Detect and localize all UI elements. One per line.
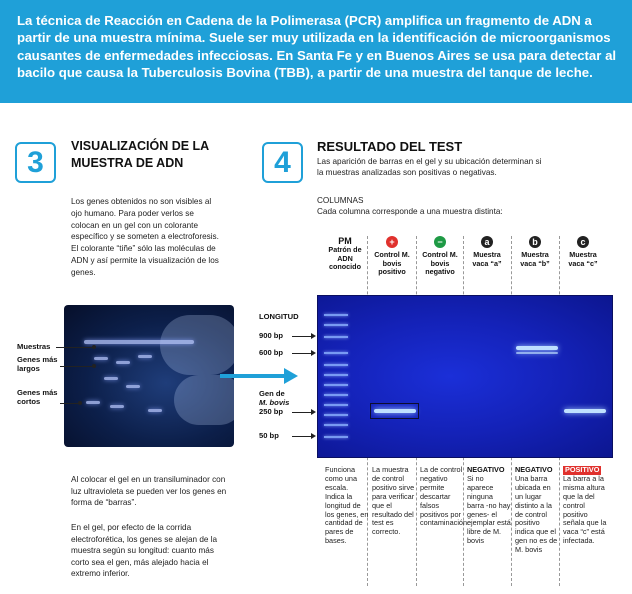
ladder-band <box>324 424 348 426</box>
ladder-band <box>324 314 348 316</box>
letter-b-icon: b <box>529 236 541 248</box>
description-text: La muestra de control positivo sirve para verificar que el resultado del test es correcto. <box>372 465 415 537</box>
tick-line <box>292 436 312 437</box>
leader-dot <box>92 364 96 368</box>
column-header-pm <box>324 236 366 272</box>
tick-line <box>292 336 312 337</box>
label-muestras: Muestras <box>17 342 51 351</box>
step-3-description: Los genes obtenidos no son visibles al ojo humano. Para poder verlos se colocan en un gel con un colorante específico y se someten a electroforesis. El colorante “tiñe” sólo las moléculas de ADN y así permite la visualización de los genes. <box>71 197 219 277</box>
column-description-control-positive <box>372 466 416 537</box>
column-header-vaca-b <box>514 236 556 268</box>
photo-band <box>94 357 108 360</box>
intro-text: La técnica de Reacción en Cadena de la Polimerasa (PCR) amplifica un fragmento de ADN a partir de una muestra mínima. Suele ser muy utilizada en la identificación de microorganismos causantes de enfermedades infecciosas. En Santa Fe y en Buenos Aires se usa para detectar al bacilo que causa la Tuberculosis Bovina (TBB), a partir de una muestra del tanque de leche. <box>17 13 617 81</box>
tick-arrow-icon <box>311 409 316 415</box>
description-text: La de control negativo permite descartar falsos positivos por contaminación. <box>420 465 470 528</box>
column-sub-label: Patrón de ADN conocido <box>328 245 362 271</box>
column-sub-label: Control M. bovis negativo <box>422 250 458 276</box>
band-vaca-c <box>564 409 606 413</box>
minus-icon: − <box>434 236 446 248</box>
result-tag-negative: NEGATIVO <box>515 465 553 474</box>
column-sub-label: Muestra vaca “c” <box>568 250 598 268</box>
label-genes-cortos: Genes más cortos <box>17 388 58 406</box>
ladder-band <box>324 352 348 354</box>
column-description-vaca-b <box>515 466 559 555</box>
electrophoresis-gel <box>317 295 613 458</box>
leader-line <box>56 347 94 348</box>
tick-arrow-icon <box>311 333 316 339</box>
column-description-control-negative <box>420 465 470 528</box>
photo-band <box>148 409 162 412</box>
leader-dot <box>92 345 96 349</box>
photo-band <box>138 355 152 358</box>
tick-line <box>292 412 312 413</box>
columns-description: Cada columna corresponde a una muestra distinta: <box>317 207 503 216</box>
gen-label-line-2: M. bovis <box>259 398 290 407</box>
step-3-number: 3 <box>15 142 56 183</box>
step-3-bottom-text-1: Al colocar el gel en un transiluminador con luz ultravioleta se pueden ver los genes en forma de “barras”. <box>71 475 227 508</box>
tick-line <box>292 353 312 354</box>
label-genes-largos: Genes más largos <box>17 355 58 373</box>
axis-title: LONGITUD <box>259 312 299 321</box>
ladder-band <box>324 364 348 366</box>
tick-label-600: 600 bp <box>259 348 284 357</box>
column-header-control-negative <box>419 236 461 277</box>
description-text: Funciona como una escala. Indica la longitud de los genes, en cantidad de pares de bases. <box>325 465 369 546</box>
column-header-vaca-a <box>466 236 508 268</box>
column-sub-label: Muestra vaca “a” <box>472 250 502 268</box>
columns-title: COLUMNAS <box>317 196 364 205</box>
column-sub-label: Muestra vaca “b” <box>520 250 550 268</box>
step-4-description: Las aparición de barras en el gel y su ubicación determinan si la muestras analizadas son positivas o negativas. <box>317 157 542 177</box>
description-text: La barra a la misma altura que la del control positivo señala que la vaca “c” está infectada. <box>563 473 607 546</box>
result-tag-negative: NEGATIVO <box>467 465 505 474</box>
gel-photo <box>64 305 234 447</box>
photo-band <box>110 405 124 408</box>
description-text: Si no aparece ninguna barra -no hay genes- el ejemplar está libre de M. bovis <box>467 473 511 546</box>
gen-label-line-1: Gen de <box>259 389 285 398</box>
leader-line <box>60 366 94 367</box>
highlight-box <box>370 403 419 419</box>
letter-a-icon: a <box>481 236 493 248</box>
photo-band <box>126 385 140 388</box>
column-description-pm <box>325 466 369 546</box>
photo-band <box>116 361 130 364</box>
column-header-control-positive <box>371 236 413 277</box>
tick-label-250: 250 bp <box>259 407 284 416</box>
glove-shape <box>160 315 234 375</box>
photo-band <box>104 377 118 380</box>
ladder-band <box>324 336 348 338</box>
step-3-bottom-text-2: En el gel, por efecto de la corrida electroforética, los genes se alejan de la muestra según su longitud: cuanto más corto sea el gen, más alejado hacia el extremo inferior. <box>71 523 218 579</box>
ladder-band <box>324 384 348 386</box>
leader-dot <box>78 401 82 405</box>
step-4-number: 4 <box>262 142 303 183</box>
pm-label: PM <box>338 236 352 246</box>
ladder-band <box>324 374 348 376</box>
ladder-band <box>324 394 348 396</box>
ladder-band <box>324 414 348 416</box>
letter-c-icon: c <box>577 236 589 248</box>
column-sub-label: Control M. bovis positivo <box>374 250 410 276</box>
ladder-band <box>324 436 348 438</box>
band-vaca-b-secondary <box>516 352 558 354</box>
photo-band <box>84 340 194 344</box>
result-tag-positive: POSITIVO <box>565 465 600 474</box>
photo-band <box>86 401 100 404</box>
step-3-title: VISUALIZACIÓN DE LA MUESTRA DE ADN <box>71 139 209 170</box>
column-description-vaca-c <box>563 466 607 546</box>
tick-arrow-icon <box>311 433 316 439</box>
step-4-title: RESULTADO DEL TEST <box>317 139 463 154</box>
tick-label-50: 50 bp <box>259 431 279 440</box>
arrow-right-icon <box>284 368 298 384</box>
tick-label-900: 900 bp <box>259 331 284 340</box>
intro-banner <box>0 0 632 103</box>
arrow-line <box>220 374 286 378</box>
plus-icon: + <box>386 236 398 248</box>
band-vaca-b <box>516 346 558 350</box>
ladder-band <box>324 404 348 406</box>
glove-shape <box>174 375 234 425</box>
leader-line <box>60 403 80 404</box>
column-header-vaca-c <box>562 236 604 268</box>
tick-arrow-icon <box>311 350 316 356</box>
description-text: Una barra ubicada en un lugar distinto a la de control positivo indica que el gen no es de M. bovis <box>515 473 558 555</box>
column-description-vaca-a <box>467 466 511 546</box>
ladder-band <box>324 324 348 326</box>
